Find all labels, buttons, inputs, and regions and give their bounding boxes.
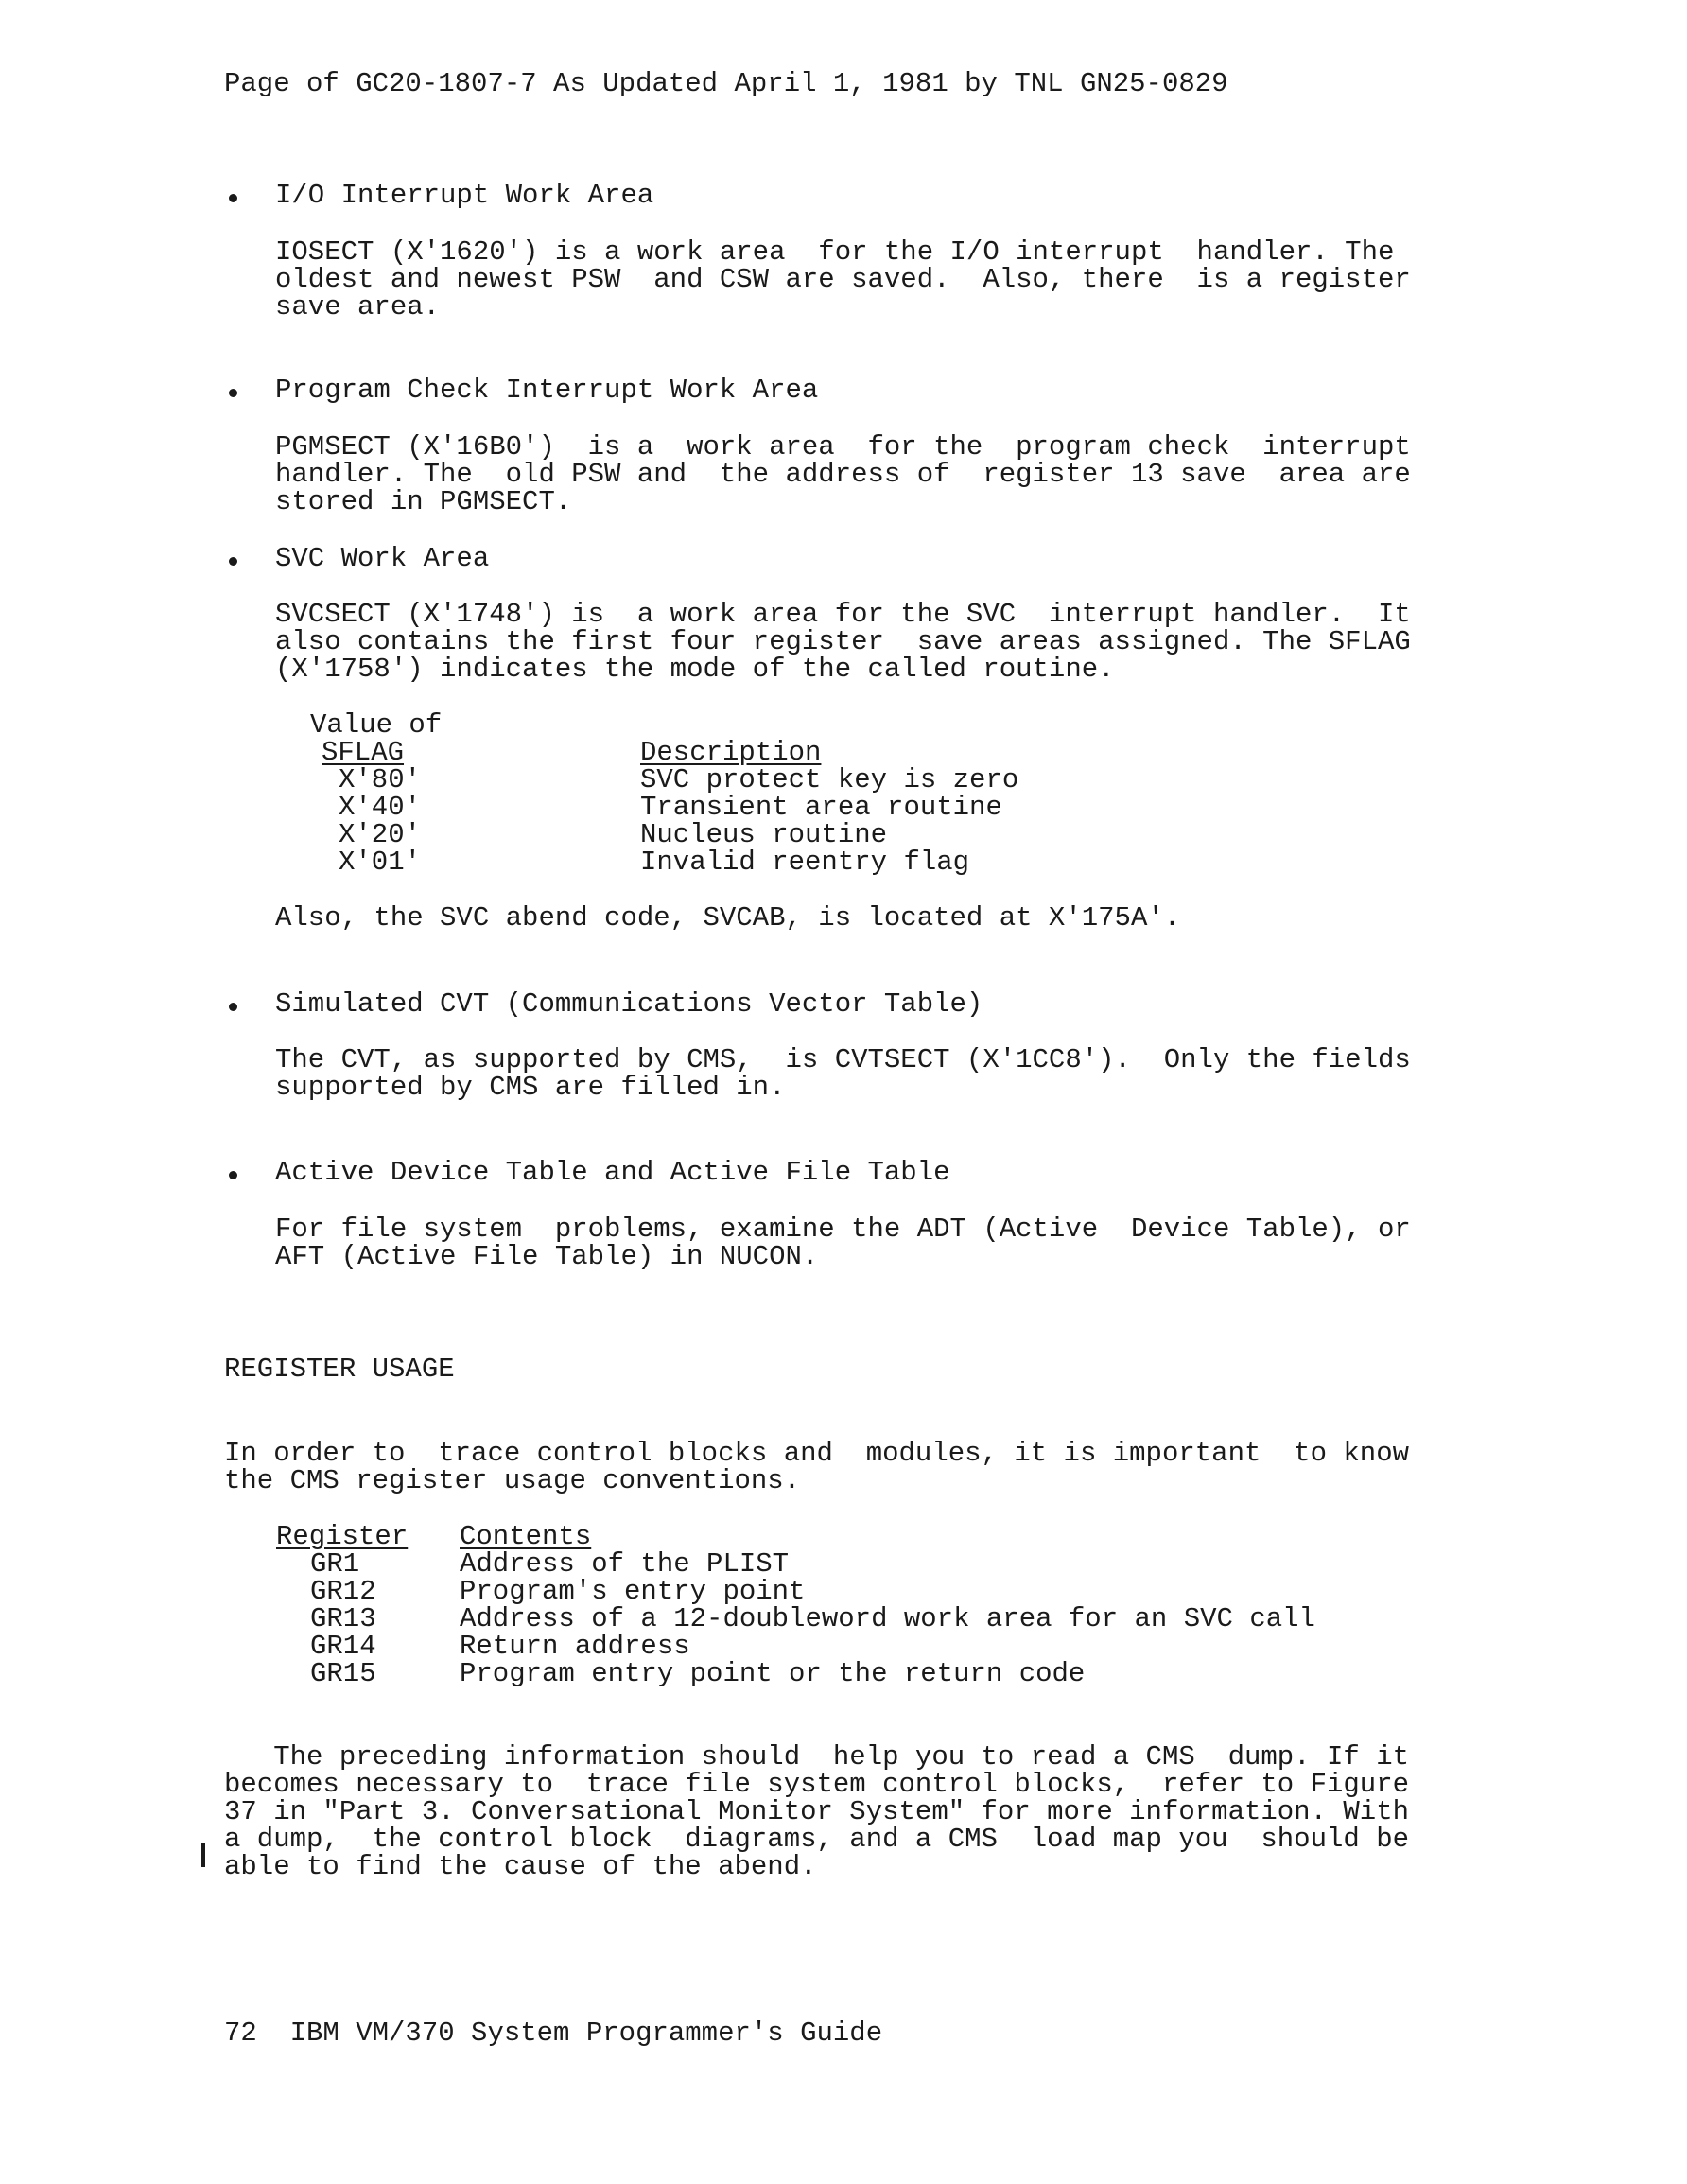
section-heading: REGISTER USAGE [224,1354,455,1385]
register-contents: Return address [460,1631,690,1662]
register-contents: Program's entry point [460,1576,806,1607]
closing-line: becomes necessary to trace file system control blocks, refer to Figure [224,1769,1410,1800]
sflag-desc-header: Description [640,737,822,768]
register-name: GR13 [310,1603,376,1634]
section-title: Active Device Table and Active File Table [275,1157,950,1188]
register-intro-line: the CMS register usage conventions. [224,1465,801,1496]
register-name: GR14 [310,1631,376,1662]
register-contents: Program entry point or the return code [460,1658,1086,1689]
sflag-header-line1: Value of [310,709,443,741]
register-name: GR15 [310,1658,376,1689]
section-line: oldest and newest PSW and CSW are saved. Also, there is a register [275,264,1411,295]
sflag-desc: Nucleus routine [640,819,888,850]
section-line: also contains the first four register save areas assigned. The SFLAG [275,626,1411,657]
revision-bar [201,1843,205,1867]
section-line: SVCSECT (X'1748') is a work area for the SVC interrupt handler. It [275,599,1411,630]
page-footer: 72 IBM VM/370 System Programmer's Guide [224,2018,883,2049]
contents-col-header: Contents [460,1521,592,1552]
sflag-value: X'40' [339,792,422,823]
section-line: AFT (Active File Table) in NUCON. [275,1241,819,1272]
section-title: SVC Work Area [275,543,490,574]
svc-note: Also, the SVC abend code, SVCAB, is located at X'175A'. [275,902,1181,934]
register-contents: Address of the PLIST [460,1548,790,1580]
register-name: GR12 [310,1576,376,1607]
section-line: stored in PGMSECT. [275,486,572,517]
section-line: For file system problems, examine the ADT (Active Device Table), or [275,1214,1411,1245]
bullet-icon [229,557,237,566]
section-line: save area. [275,291,441,323]
bullet-icon [229,1003,237,1011]
closing-line: able to find the cause of the abend. [224,1851,817,1882]
page-header: Page of GC20-1807-7 As Updated April 1, 1981 by TNL GN25-0829 [224,68,1228,99]
section-line: handler. The old PSW and the address of register 13 save area are [275,459,1411,490]
section-line: (X'1758') indicates the mode of the called routine. [275,654,1115,685]
bullet-icon [229,389,237,397]
sflag-value: X'01' [339,847,422,878]
section-line: PGMSECT (X'16B0') is a work area for the program check interrupt [275,431,1411,463]
closing-line: a dump, the control block diagrams, and a CMS load map you should be [224,1824,1410,1855]
sflag-desc: Invalid reentry flag [640,847,970,878]
section-line: IOSECT (X'1620') is a work area for the I/O interrupt handler. The [275,236,1395,268]
section-title: Program Check Interrupt Work Area [275,375,819,406]
sflag-value: X'20' [339,819,422,850]
section-line: The CVT, as supported by CMS, is CVTSECT (X'1CC8'). Only the fields [275,1044,1411,1075]
sflag-value: X'80' [339,764,422,795]
closing-line: 37 in "Part 3. Conversational Monitor System" for more information. With [224,1796,1410,1827]
sflag-desc: Transient area routine [640,792,1002,823]
section-title: Simulated CVT (Communications Vector Table) [275,988,983,1020]
register-col-header: Register [276,1521,409,1552]
register-intro-line: In order to trace control blocks and modules, it is important to know [224,1438,1410,1469]
register-contents: Address of a 12-doubleword work area for an SVC call [460,1603,1315,1634]
closing-line: The preceding information should help you to read a CMS dump. If it [224,1741,1410,1773]
register-name: GR1 [310,1548,360,1580]
sflag-col-header: SFLAG [322,737,405,768]
bullet-icon [229,1171,237,1179]
section-line: supported by CMS are filled in. [275,1072,786,1103]
sflag-desc: SVC protect key is zero [640,764,1019,795]
bullet-icon [229,194,237,202]
section-title: I/O Interrupt Work Area [275,180,654,211]
